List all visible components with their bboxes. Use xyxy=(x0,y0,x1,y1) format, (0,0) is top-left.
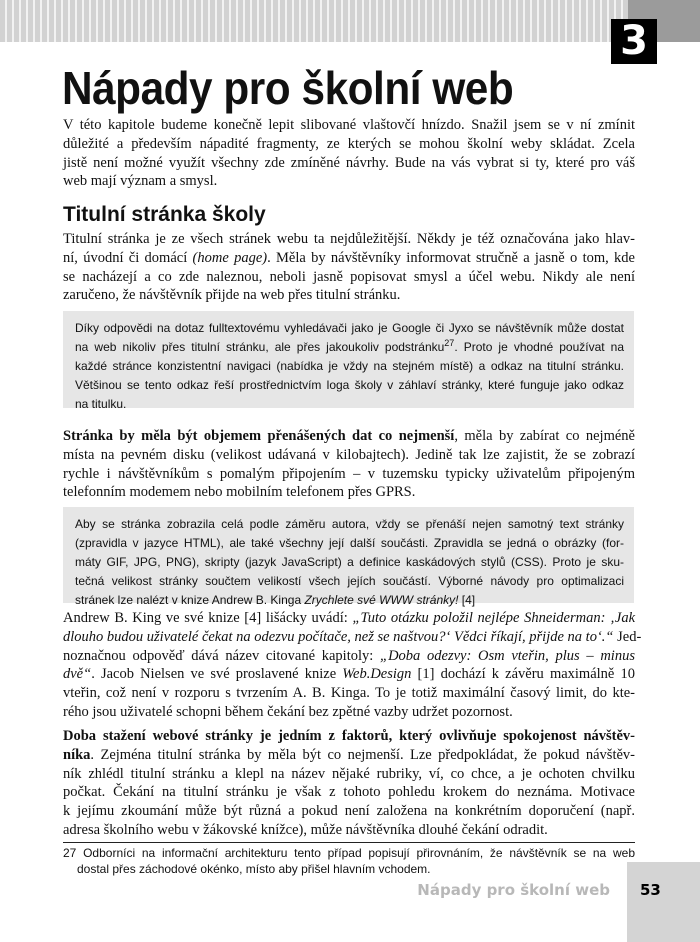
text-run: [4] xyxy=(458,593,476,607)
text-run: , měla by zabírat co nejméně xyxy=(454,428,635,444)
footer-grey-tab xyxy=(627,862,700,942)
text-line xyxy=(75,534,624,553)
text-run: . Měla by návštěvníky informovat stručně a jasně o tom, kde xyxy=(267,249,635,266)
bold-text: Stránka by měla být objemem přenášených dat co nejmenší xyxy=(63,428,455,444)
text-line xyxy=(75,338,624,357)
text-line xyxy=(63,116,635,135)
text-line xyxy=(63,703,635,722)
chapter-title: Nápady pro školní web xyxy=(62,62,514,114)
text-run: . Jacob Nielsen ve své proslavené knize xyxy=(91,666,343,683)
text-run: zaručeno, že návštěvník přijde na web přes titulní stránku. xyxy=(63,287,401,304)
text-run: důležité a především nápadité fragmenty, ze kterých se mohou školní weby skládat. Zcela xyxy=(63,135,635,152)
text-run: Většinou se tento odkaz řeší prostřednictvím loga školy v záhlaví stránky, které funguje jako odkaz xyxy=(75,378,624,392)
text-line xyxy=(63,665,635,684)
text-run: každé stránce konzistentní navigaci (nabídka je vždy na stejném místě) a odkaz na titulní stránku. xyxy=(75,359,624,373)
text-run: V této kapitole budeme konečně lepit slibované vlaštovčí hnízdo. Snažil jsem se v ní zmínit xyxy=(63,117,635,133)
text-line xyxy=(63,172,635,191)
text-line xyxy=(63,154,635,173)
italic-text: Web.Design xyxy=(342,666,412,683)
footnote xyxy=(63,845,635,877)
text-run: rého jsou uživatelé schopni během čekání bez zpětné vazby udržet pozornost. xyxy=(63,703,513,720)
text-line xyxy=(63,765,635,784)
text-run: ní, úvodní či domácí xyxy=(63,249,193,266)
text-run: máty GIF, JPG, PNG), skripty (jazyk JavaScript) a definice kaskádových stylů (CSS). Proto je sku- xyxy=(75,555,624,569)
running-footer-title: Nápady pro školní web xyxy=(417,881,610,899)
text-run: [1] dochází k závěru maximálně 10 xyxy=(411,666,635,683)
footnote-line: dostal přes záchodové okénko, místo aby přišel hlavním vchodem. xyxy=(77,862,431,876)
text-line xyxy=(63,821,635,840)
text-line xyxy=(63,286,635,305)
text-line xyxy=(75,376,624,395)
italic-text: Zrychlete své WWW stránky! xyxy=(304,593,459,607)
text-line xyxy=(63,647,635,666)
page-number: 53 xyxy=(640,881,661,899)
chapter-number-badge: 3 xyxy=(611,19,657,64)
text-line xyxy=(75,395,624,414)
text-run: web mají význam a smysl. xyxy=(63,173,218,190)
text-line xyxy=(63,802,635,821)
footnote-divider xyxy=(63,842,635,843)
paragraph-doba-stazeni xyxy=(63,727,635,840)
text-run: místa na pevném disku (velikost udávaná v kilobajtech). Jedině tak lze zajistit, že se zobrazí xyxy=(63,446,635,463)
text-line xyxy=(75,515,624,534)
italic-text: dlouho budou uživatelé čekat na odezvu počítače, než se naštvou?‘ Vědci říkají, přijde na to‘.“ xyxy=(63,628,614,645)
text-run: . Proto je vhodné používat na xyxy=(454,340,624,354)
text-line xyxy=(63,483,635,502)
footnote-line: 27 Odborníci na informační architekturu tento případ popisují přirovnáním, že návštěvník se na web xyxy=(63,846,635,860)
text-run: (zpravidla v jazyce HTML), ale také všechny její další součásti. Zpravidla se jedná o obrázky (for- xyxy=(75,536,624,550)
text-line xyxy=(75,553,624,572)
text-run: na web nikoliv přes titulní stránku, ale přes jakoukoliv podstránku xyxy=(75,340,445,354)
text-run: Andrew B. King ve své knize [4] lišácky uvádí: xyxy=(63,610,353,626)
text-run: k jejímu zkoumání může být různá a pokud není založena na konkrétním doporučení (např. xyxy=(63,803,635,820)
text-run: adresa školního webu v žákovské knížce), může návštěvníka dlouhé čekání odradit. xyxy=(63,821,548,838)
text-line xyxy=(63,628,642,647)
italic-text: „Tuto otázku položil nejlépe Shneiderman: ‚Jak xyxy=(352,610,636,626)
text-run: Titulní stránka je ze všech stránek webu ta nejdůležitější. Někdy je též označována jako hlav- xyxy=(63,231,635,247)
text-line xyxy=(63,609,635,628)
footnote-ref: 27 xyxy=(444,338,455,348)
text-line xyxy=(63,268,635,287)
text-line xyxy=(75,572,624,591)
text-run: . Zejména titulní stránka by měla být co nejmenší. Lze předpokládat, že pokud návštěv- xyxy=(90,746,635,763)
text-line xyxy=(75,319,624,338)
text-run: stránek lze nalézt v knize Andrew B. Kinga xyxy=(75,593,305,607)
text-run: telefonním modemem nebo mobilním telefonem přes GPRS. xyxy=(63,484,416,501)
text-run: počkat. Čekání na titulní stránku je však z tohoto pohledu krokem do neznáma. Motivace xyxy=(63,784,635,801)
paragraph-objem-dat xyxy=(63,427,635,502)
text-line xyxy=(63,465,635,484)
text-run: vteřin, což není v rozporu s tvrzením A. B. Kinga. To je totiž maximální časový limit, do kte- xyxy=(63,685,635,702)
text-line xyxy=(75,591,624,610)
text-line xyxy=(63,783,635,802)
text-line xyxy=(63,727,635,746)
header-stripe-band xyxy=(0,0,628,42)
text-run: rychle i návštěvníkům s pomalým připojením – v tuzemsku typicky uživatelům připojeným xyxy=(63,465,635,482)
text-run: se nacházejí a co zde naleznou, neboli jasně popisovat smysl a účel webu. Nikdy ale není xyxy=(63,268,635,285)
section-heading: Titulní stránka školy xyxy=(63,203,266,226)
italic-text: dvě“ xyxy=(63,666,92,683)
text-line xyxy=(63,230,635,249)
italic-text: (home page) xyxy=(192,249,268,266)
note-box-navigace xyxy=(63,311,634,411)
note-box-velikost xyxy=(63,507,634,607)
text-run: jistě není možné využít všechny zde zmíněné návrhy. Bude na vás vybrat si ty, které pro váš xyxy=(63,154,635,171)
text-run: Díky odpovědi na dotaz fulltextovému vyhledávači jako je Google či Jyxo se návštěvník může dostat xyxy=(75,321,624,335)
text-line xyxy=(63,427,635,446)
intro-paragraph xyxy=(63,116,635,191)
paragraph-titulni-stranka xyxy=(63,230,635,305)
text-line xyxy=(63,446,635,465)
text-line xyxy=(75,357,624,376)
text-run: tečná velikost stránky součtem velikostí všech jejích součástí. Výborné návody pro optimalizaci xyxy=(75,574,624,588)
text-line xyxy=(63,135,635,154)
text-run: ník zhlédl titulní stránku a klepl na název nějaké rubriky, ví, co chce, a je ochoten chvilku xyxy=(63,765,635,782)
text-run: noznačnou odpověď dává název citované kapitoly: xyxy=(63,647,381,664)
bold-text: Doba stažení webové stránky je jedním z faktorů, který ovlivňuje spokojenost návštěv- xyxy=(63,728,635,744)
text-line xyxy=(63,684,635,703)
text-line xyxy=(63,249,635,268)
bold-text: níka xyxy=(63,746,91,763)
italic-text: „Doba odezvy: Osm vteřin, plus – minus xyxy=(380,647,635,664)
text-run: Jed- xyxy=(613,628,642,645)
text-run: na titulku. xyxy=(75,397,127,411)
text-run: Aby se stránka zobrazila celá podle záměru autora, vždy se přenáší nejen samotný text stránky xyxy=(75,517,624,531)
paragraph-king-citace xyxy=(63,609,642,722)
text-line xyxy=(63,746,635,765)
